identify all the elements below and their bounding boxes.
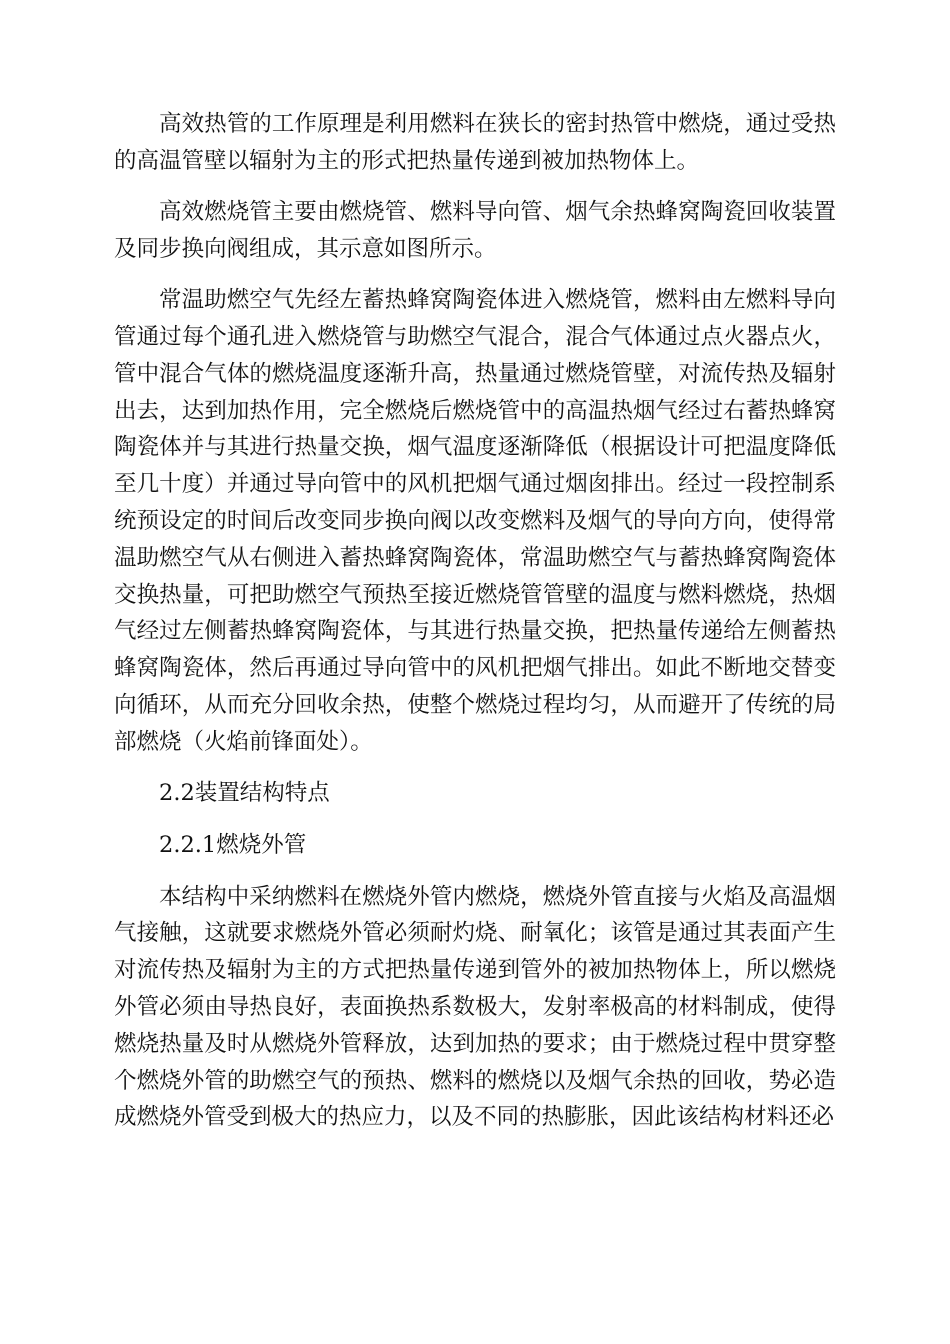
section-heading: 2.2装置结构特点 <box>159 780 330 807</box>
paragraph-outer-tube: 本结构中采纳燃料在燃烧外管内燃烧，燃烧外管直接与火焰及高温烟气接触，这就要求燃烧外管必须耐灼烧、耐氧化；该管是通过其表面产生对流传热及辐射为主的方式把热量传递到管外的被加热物体上，所以燃烧外管必须由导热良好，表面换热系数极大，发射率极高的材料制成，使得燃烧热量及时从燃烧外管释放，达到加热的要求；由于燃烧过程中贯穿整个燃烧外管的助燃空气的预热、燃料的燃烧以及烟气余热的回收，势必造成燃烧外管受到极大的热应力，以及不同的热膨胀，因此该结构材料还必 <box>114 883 836 1131</box>
subsection-heading: 2.2.1燃烧外管 <box>159 831 307 858</box>
paragraph-process: 常温助燃空气先经左蓄热蜂窝陶瓷体进入燃烧管，燃料由左燃料导向管通过每个通孔进入燃烧管与助燃空气混合，混合气体通过点火器点火，管中混合气体的燃烧温度逐渐升高，热量通过燃烧管壁，对流传热及辐射出去，达到加热作用，完全燃烧后燃烧管中的高温热烟气经过右蓄热蜂窝陶瓷体并与其进行热量交换，烟气温度逐渐降低（根据设计可把温度降低至几十度）并通过导向管中的风机把烟气通过烟囱排出。经过一段控制系统预设定的时间后改变同步换向阀以改变燃料及烟气的导向方向，使得常温助燃空气从右侧进入蓄热蜂窝陶瓷体，常温助燃空气与蓄热蜂窝陶瓷体交换热量，可把助燃空气预热至接近燃烧管管壁的温度与燃料燃烧，热烟气经过左侧蓄热蜂窝陶瓷体，与其进行热量交换，把热量传递给左侧蓄热蜂窝陶瓷体，然后再通过导向管中的风机把烟气排出。如此不断地交替变向循环，从而充分回收余热，使整个燃烧过程均匀，从而避开了传统的局部燃烧（火焰前锋面处）。 <box>114 287 836 755</box>
document-page <box>114 106 836 1151</box>
paragraph-components: 高效燃烧管主要由燃烧管、燃料导向管、烟气余热蜂窝陶瓷回收装置及同步换向阀组成，其示意如图所示。 <box>114 199 836 262</box>
paragraph-working-principle: 高效热管的工作原理是利用燃料在狭长的密封热管中燃烧，通过受热的高温管壁以辐射为主的形式把热量传递到被加热物体上。 <box>114 111 836 174</box>
